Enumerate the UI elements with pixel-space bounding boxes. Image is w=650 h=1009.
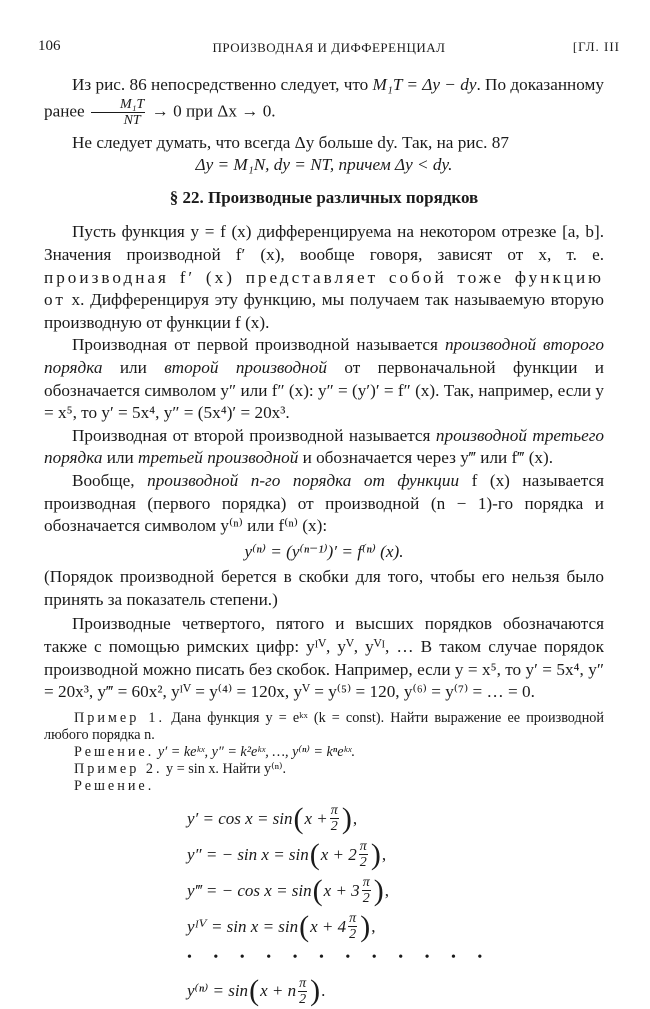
- solution-equations: [187, 801, 604, 1009]
- paragraph-5: Производная от второй производной называется производной третьего порядка или третьей производной и обозначается через y‴ или f‴ (x).: [44, 425, 604, 468]
- formula-2: Δy = M₁N, dy = NT, причем Δy < dy.: [195, 155, 453, 175]
- equation-row: y⁽ⁿ⁾ = sin ( x + n $\frac{\pi}{2}$ ) .: [187, 974, 326, 1008]
- paragraph-4: Производная от первой производной называется производной второго порядка или второй производной от первоначальной функции и обозначается символом y″ или f″ (x): y″ = (y′)′ = f″ (x). Так, например, если y = x⁵, то y′ = 5x⁴, y″ = (5x⁴)′ = 20x³.: [44, 335, 604, 423]
- examples-block: [44, 710, 604, 795]
- paragraph-8: Производные четвертого, пятого и высших порядков обозначаются также с помощью римских цифр: yᴵⱽ, yⱽ, yⱽᴵ, … В таком случае порядок производной можно писать без скобок. Например, если y = x⁵, то y′ = 5x⁴, y″ = 20x³, y‴ = 60x², yᴵⱽ = y⁽⁴⁾ = 120x, yⱽ = y⁽⁵⁾ = 120, y⁽⁶⁾ = y⁽⁷⁾ = … = 0.: [44, 614, 604, 702]
- equation-row: yᴵⱽ = sin x = sin ( x + 4 $\frac{\pi}{2}$ ) ,: [187, 909, 376, 943]
- equation-row: y‴ = − cos x = sin ( x + 3 $\frac{\pi}{2}$ ) ,: [187, 873, 389, 907]
- paragraph-3: Пусть функция y = f (x) дифференцируема на некотором отрезке [a, b]. Значения производной f′ (x), вообще говоря, зависят от x, т. е. производная f′ (x) представляет собой тоже функцию от x. Дифференцируя эту функцию, мы получаем так называемую вторую производную от функции f (x).: [44, 222, 604, 332]
- chapter-label: [ГЛ. III: [572, 39, 620, 54]
- page-body: [44, 74, 604, 1009]
- running-title: ПРОИЗВОДНАЯ И ДИФФЕРЕНЦИАЛ: [212, 40, 446, 55]
- page-number: 106: [38, 38, 61, 54]
- ellipsis-dots: • • • • • • • • • • • •: [187, 949, 492, 965]
- example-1: Пример 1. Дана функция y = eᵏˣ (k = const). Найти выражение ее производной любого порядка n.: [44, 709, 604, 743]
- paragraph-1: Из рис. 86 непосредственно следует, что M₁T = Δy − dy. По доказанному ранее $\frac{\text{M₁T}}{NT}$ → 0 при Δx → 0.: [44, 75, 604, 128]
- example-2: Пример 2. y = sin x. Найти y⁽ⁿ⁾.: [74, 760, 287, 777]
- fraction: $\frac{\text{M₁T}}{NT}$: [91, 97, 145, 128]
- section-title: § 22. Производные различных порядков: [169, 187, 479, 207]
- paragraph-7: (Порядок производной берется в скобки для того, чтобы его нельзя было принять за показатель степени.): [44, 567, 604, 609]
- paragraph-6: Вообще, производной n-го порядка от функции f (x) называется производная (первого порядка) от производной (n − 1)-го порядка и обозначается символом y⁽ⁿ⁾ или f⁽ⁿ⁾ (x):: [44, 470, 604, 536]
- example-2-solution-label: Решение.: [74, 777, 155, 794]
- equation-row: y″ = − sin x = sin ( x + 2 $\frac{\pi}{2}$ ) ,: [187, 837, 387, 871]
- paragraph-2: Не следует думать, что всегда Δy больше dy. Так, на рис. 87: [72, 132, 509, 152]
- equation-row: y′ = cos x = sin ( x + $\frac{\pi}{2}$ ) ,: [187, 801, 358, 835]
- math-expression: M₁T = Δy − dy: [372, 75, 477, 94]
- page-header: [38, 38, 620, 60]
- example-1-solution: Решение. y′ = keᵏˣ, y″ = k²eᵏˣ, …, y⁽ⁿ⁾ = kⁿeᵏˣ.: [74, 743, 356, 760]
- formula-6: y⁽ⁿ⁾ = (y⁽ⁿ⁻¹⁾)′ = f⁽ⁿ⁾ (x).: [244, 541, 404, 561]
